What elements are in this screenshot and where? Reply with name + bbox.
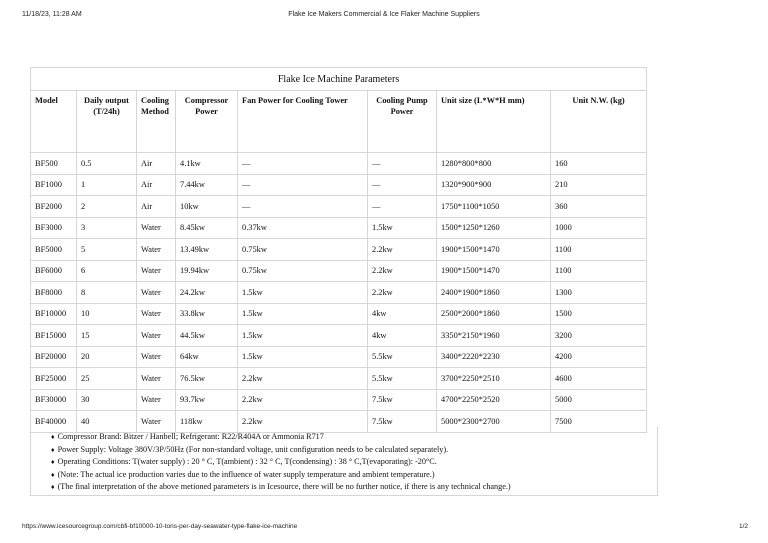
cell-cooling-method: Water [137,325,176,347]
cell-daily-output: 10 [77,303,137,325]
cell-unit-weight: 1100 [551,239,647,261]
cell-cooling-method: Air [137,174,176,196]
header-daily-output: Daily output (T/24h) [77,91,137,153]
print-date: 11/18/23, 11:28 AM [22,11,82,18]
cell-model: BF2000 [31,196,77,218]
cell-daily-output: 25 [77,368,137,390]
cell-pump-power: 5.5kw [368,346,437,368]
cell-unit-size: 3400*2220*2230 [437,346,551,368]
table-row [31,282,647,304]
cell-cooling-method: Water [137,260,176,282]
cell-model: BF8000 [31,282,77,304]
cell-model: BF25000 [31,368,77,390]
notes-box [30,427,658,496]
diamond-bullet-icon: ♦ [51,445,55,454]
header-compressor-power: Compressor Power [176,91,238,153]
cell-compressor-power: 33.8kw [176,303,238,325]
cell-cooling-method: Water [137,303,176,325]
cell-fan-power: 2.2kw [238,411,368,433]
cell-fan-power: 1.5kw [238,282,368,304]
cell-fan-power: 1.5kw [238,325,368,347]
cell-fan-power: — [238,153,368,175]
header-model: Model [31,91,77,153]
header-unit-weight: Unit N.W. (kg) [551,91,647,153]
diamond-bullet-icon: ♦ [51,458,55,467]
cell-daily-output: 3 [77,217,137,239]
cell-pump-power: 7.5kw [368,389,437,411]
table-row [31,346,647,368]
cell-daily-output: 1 [77,174,137,196]
cell-fan-power: 0.75kw [238,239,368,261]
cell-unit-size: 1900*1500*1470 [437,260,551,282]
page-url[interactable]: https://www.icesourcegroup.com/cbfi-bf10000-10-tons-per-day-seawater-type-flake-ice-machine [22,523,298,530]
header-unit-size: Unit size (L*W*H mm) [437,91,551,153]
cell-pump-power: 4kw [368,325,437,347]
cell-compressor-power: 64kw [176,346,238,368]
cell-cooling-method: Water [137,411,176,433]
cell-unit-weight: 210 [551,174,647,196]
cell-fan-power: 0.37kw [238,217,368,239]
diamond-bullet-icon: ♦ [51,433,55,441]
cell-fan-power: 1.5kw [238,346,368,368]
table-row [31,303,647,325]
cell-model: BF40000 [31,411,77,433]
cell-unit-size: 3350*2150*1960 [437,325,551,347]
cell-compressor-power: 76.5kw [176,368,238,390]
cell-model: BF3000 [31,217,77,239]
cell-model: BF20000 [31,346,77,368]
cell-unit-size: 1750*1100*1050 [437,196,551,218]
cell-pump-power: 2.2kw [368,282,437,304]
table-row [31,174,647,196]
cell-unit-weight: 3200 [551,325,647,347]
cell-pump-power: 5.5kw [368,368,437,390]
note-item [51,481,657,494]
cell-compressor-power: 24.2kw [176,282,238,304]
table-row [31,217,647,239]
cell-cooling-method: Water [137,239,176,261]
diamond-bullet-icon: ♦ [51,483,55,492]
cell-daily-output: 20 [77,346,137,368]
page-number: 1/2 [738,523,748,530]
cell-pump-power: 1.5kw [368,217,437,239]
table-row [31,260,647,282]
table-title: Flake Ice Machine Parameters [31,68,647,91]
note-item [51,456,657,469]
cell-pump-power: — [368,196,437,218]
cell-compressor-power: 44.5kw [176,325,238,347]
note-item [51,469,657,482]
cell-daily-output: 40 [77,411,137,433]
cell-unit-weight: 4200 [551,346,647,368]
cell-cooling-method: Air [137,153,176,175]
cell-unit-size: 3700*2250*2510 [437,368,551,390]
cell-unit-weight: 360 [551,196,647,218]
cell-fan-power: 2.2kw [238,389,368,411]
note-text: Operating Conditions: T(water supply) : 20 ° C, T(ambient) : 32 ° C, T(condensing) : 38 ° C,T(evaporating): -20°C. [57,457,437,467]
header-fan-power: Fan Power for Cooling Tower [238,91,368,153]
note-item [51,444,657,457]
cell-compressor-power: 7.44kw [176,174,238,196]
cell-fan-power: — [238,174,368,196]
cell-compressor-power: 10kw [176,196,238,218]
cell-cooling-method: Water [137,389,176,411]
cell-cooling-method: Water [137,217,176,239]
cell-unit-weight: 5000 [551,389,647,411]
cell-unit-weight: 1300 [551,282,647,304]
cell-daily-output: 0.5 [77,153,137,175]
diamond-bullet-icon: ♦ [51,470,55,479]
table-header-row [31,91,647,153]
cell-unit-size: 1280*800*800 [437,153,551,175]
cell-pump-power: 4kw [368,303,437,325]
cell-unit-size: 4700*2250*2520 [437,389,551,411]
cell-daily-output: 30 [77,389,137,411]
table-body [31,153,647,433]
cell-compressor-power: 4.1kw [176,153,238,175]
cell-model: BF30000 [31,389,77,411]
cell-unit-weight: 1100 [551,260,647,282]
cell-unit-size: 5000*2300*2700 [437,411,551,433]
cell-pump-power: — [368,174,437,196]
cell-fan-power: 2.2kw [238,368,368,390]
cell-compressor-power: 118kw [176,411,238,433]
cell-cooling-method: Water [137,368,176,390]
cell-compressor-power: 13.49kw [176,239,238,261]
note-item [51,431,657,444]
note-text: (Note: The actual ice production varies due to the influence of water supply temperature and ambient temperature.) [57,469,435,479]
table-row [31,368,647,390]
header-cooling-method: Cooling Method [137,91,176,153]
cell-pump-power: 2.2kw [368,239,437,261]
table-row [31,325,647,347]
cell-pump-power: — [368,153,437,175]
cell-unit-size: 1500*1250*1260 [437,217,551,239]
cell-compressor-power: 19.94kw [176,260,238,282]
cell-daily-output: 5 [77,239,137,261]
cell-pump-power: 2.2kw [368,260,437,282]
note-text: Power Supply: Voltage 380V/3P/50Hz (For non-standard voltage, unit configuration needs to be calculated separately). [57,444,449,454]
cell-unit-weight: 4600 [551,368,647,390]
cell-unit-size: 2500*2000*1860 [437,303,551,325]
cell-model: BF10000 [31,303,77,325]
cell-fan-power: 0.75kw [238,260,368,282]
note-text: (The final interpretation of the above metioned parameters is in Icesource, there will be no further notice, if there is any technical change.) [57,482,511,492]
cell-unit-size: 1900*1500*1470 [437,239,551,261]
cell-unit-size: 2400*1900*1860 [437,282,551,304]
cell-model: BF5000 [31,239,77,261]
cell-model: BF6000 [31,260,77,282]
cell-daily-output: 6 [77,260,137,282]
cell-unit-weight: 1000 [551,217,647,239]
cell-compressor-power: 8.45kw [176,217,238,239]
cell-cooling-method: Air [137,196,176,218]
cell-fan-power: 1.5kw [238,303,368,325]
cell-model: BF15000 [31,325,77,347]
cell-unit-weight: 1500 [551,303,647,325]
cell-pump-power: 7.5kw [368,411,437,433]
table-row [31,153,647,175]
cell-fan-power: — [238,196,368,218]
table-row [31,389,647,411]
cell-model: BF1000 [31,174,77,196]
cell-compressor-power: 93.7kw [176,389,238,411]
header-pump-power: Cooling Pump Power [368,91,437,153]
cell-daily-output: 2 [77,196,137,218]
cell-daily-output: 15 [77,325,137,347]
cell-unit-size: 1320*900*900 [437,174,551,196]
cell-cooling-method: Water [137,282,176,304]
print-page-title: Flake Ice Makers Commercial & Ice Flaker Machine Suppliers [288,11,480,18]
cell-daily-output: 8 [77,282,137,304]
cell-cooling-method: Water [137,346,176,368]
table-row [31,239,647,261]
parameters-table [30,67,647,433]
cell-unit-weight: 160 [551,153,647,175]
note-text: Compressor Brand: Bitzer / Hanbell; Refrigerant: R22/R404A or Ammonia R717 [57,432,324,441]
cell-model: BF500 [31,153,77,175]
table-row [31,196,647,218]
cell-unit-weight: 7500 [551,411,647,433]
